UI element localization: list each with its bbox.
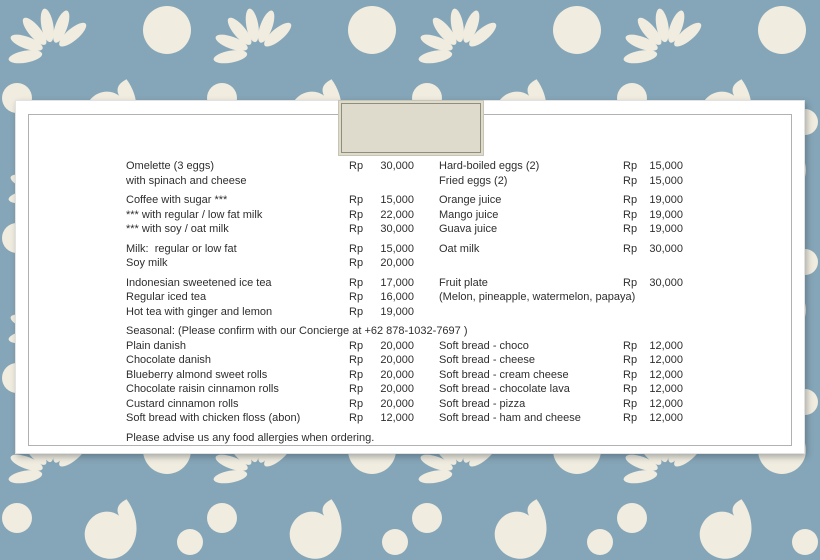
menu-item-label: Chocolate raisin cinnamon rolls	[126, 383, 279, 395]
menu-item-price: 30,000	[649, 276, 683, 289]
menu-item-row	[126, 290, 414, 305]
menu-item-price: 30,000	[380, 160, 414, 172]
menu-item-label: Omelette (3 eggs)	[126, 160, 215, 172]
menu-item-label: Orange juice	[439, 194, 502, 206]
menu-item-label: Soft bread with chicken floss (abon)	[126, 412, 301, 424]
menu-item-label: Fruit plate	[439, 276, 488, 289]
menu-item-currency: Rp	[349, 339, 364, 352]
menu-column-left	[126, 159, 414, 188]
menu-item-currency: Rp	[623, 397, 638, 410]
menu-item-label: Hot tea with ginger and lemon	[126, 305, 273, 318]
menu-item-label: Blueberry almond sweet rolls	[126, 368, 268, 381]
menu-column-right	[439, 193, 689, 237]
menu-item-currency: Rp	[349, 305, 364, 318]
menu-item-label: (Melon, pineapple, watermelon, papaya)	[439, 291, 636, 303]
menu-item-price: 12,000	[649, 412, 683, 424]
menu-item-label: Soft bread - cheese	[439, 354, 536, 366]
menu-item-price: 19,000	[380, 305, 414, 318]
menu-item-label: Soft bread - ham and cheese	[439, 412, 581, 424]
menu-item-currency: Rp	[623, 412, 638, 424]
menu-item-label: Hard-boiled eggs (2)	[439, 160, 540, 172]
menu-column-right	[439, 339, 689, 426]
menu-item-label: Soft bread - pizza	[439, 397, 526, 410]
menu-item-price: 20,000	[380, 257, 414, 269]
menu-item-currency: Rp	[623, 160, 638, 172]
menu-item-currency: Rp	[349, 383, 364, 395]
menu-item-currency: Rp	[349, 412, 364, 424]
menu-item-price: 12,000	[380, 412, 414, 424]
menu-item-row	[126, 242, 414, 257]
menu-item-price: 15,000	[649, 174, 683, 187]
menu-item-row	[126, 222, 414, 237]
menu-item-currency: Rp	[349, 354, 364, 366]
menu-item-row	[439, 276, 689, 291]
menu-item-row	[439, 339, 689, 354]
menu-item-label: *** with regular / low fat milk	[126, 208, 263, 221]
menu-item-currency: Rp	[623, 354, 638, 366]
menu-item-row	[439, 174, 689, 189]
menu-item-label: Regular iced tea	[126, 291, 207, 303]
menu-item-label: Plain danish	[126, 339, 186, 352]
menu-item-price: 15,000	[380, 242, 414, 255]
menu-item-price: 15,000	[380, 194, 414, 206]
menu-item-row	[126, 208, 414, 223]
menu-item-price	[643, 290, 683, 305]
menu-item-currency: Rp	[623, 223, 638, 235]
menu-item-price	[369, 174, 414, 189]
menu-item-price: 30,000	[649, 242, 683, 255]
menu-item-currency: Rp	[349, 257, 364, 269]
menu-item-price: 12,000	[649, 339, 683, 352]
menu-item-currency: Rp	[623, 276, 638, 289]
menu-item-label: Soft bread - chocolate lava	[439, 383, 570, 395]
menu-item-label: Soft bread - cream cheese	[439, 368, 569, 381]
menu-column-left	[126, 193, 414, 237]
menu-item-price: 12,000	[649, 397, 683, 410]
menu-column-right	[439, 276, 689, 320]
menu-band-tea-fruit	[126, 276, 726, 320]
menu-item-label: Oat milk	[439, 242, 480, 255]
allergy-note: Please advise us any food allergies when ordering.	[126, 431, 375, 444]
seasonal-note: Seasonal: (Please confirm with our Concierge at +62 878-1032-7697 )	[126, 325, 468, 337]
menu-item-label: Soft bread - choco	[439, 339, 529, 352]
menu-item-row	[439, 353, 689, 368]
menu-item-currency: Rp	[349, 276, 364, 289]
menu-item-currency: Rp	[349, 223, 364, 235]
menu-item-currency: Rp	[349, 160, 364, 172]
menu-item-row	[439, 242, 689, 257]
menu-content	[126, 159, 726, 445]
menu-item-label: Fried eggs (2)	[439, 174, 508, 187]
menu-item-price: 12,000	[649, 383, 683, 395]
menu-item-currency: Rp	[349, 194, 364, 206]
menu-item-row	[439, 368, 689, 383]
menu-item-label: Coffee with sugar ***	[126, 194, 228, 206]
menu-item-row	[439, 159, 689, 174]
menu-item-row	[439, 411, 689, 426]
logo-placeholder-box	[338, 100, 484, 156]
menu-item-label: Indonesian sweetened ice tea	[126, 276, 272, 289]
menu-item-row	[126, 305, 414, 320]
menu-item-currency: Rp	[623, 339, 638, 352]
menu-item-price: 30,000	[380, 223, 414, 235]
menu-item-price: 19,000	[649, 223, 683, 235]
menu-item-row	[439, 222, 689, 237]
menu-item-row	[126, 397, 414, 412]
menu-item-currency: Rp	[623, 383, 638, 395]
menu-item-row	[126, 193, 414, 208]
menu-item-currency: Rp	[349, 397, 364, 410]
menu-column-left	[126, 242, 414, 271]
menu-item-row	[439, 382, 689, 397]
menu-item-label: Milk: regular or low fat	[126, 242, 237, 255]
menu-item-price: 20,000	[380, 397, 414, 410]
menu-item-price: 20,000	[380, 354, 414, 366]
menu-item-currency: Rp	[623, 368, 638, 381]
menu-column-right	[439, 242, 689, 271]
menu-item-currency	[349, 174, 369, 189]
menu-item-label: Guava juice	[439, 223, 498, 235]
menu-item-label: *** with soy / oat milk	[126, 223, 229, 235]
menu-item-price: 16,000	[380, 291, 414, 303]
menu-item-currency: Rp	[623, 174, 638, 187]
logo-placeholder-inner-border	[341, 103, 481, 153]
menu-column-left	[126, 339, 414, 426]
menu-item-price: 17,000	[380, 276, 414, 289]
menu-item-row	[126, 339, 414, 354]
menu-item-currency	[623, 290, 643, 305]
menu-item-price: 22,000	[380, 208, 414, 221]
menu-item-row	[439, 290, 689, 305]
menu-item-row	[126, 256, 414, 271]
menu-item-row	[439, 208, 689, 223]
menu-item-row	[439, 397, 689, 412]
menu-item-row	[126, 368, 414, 383]
menu-column-left	[126, 276, 414, 320]
menu-item-currency: Rp	[623, 208, 638, 221]
menu-item-price: 12,000	[649, 354, 683, 366]
menu-item-price: 15,000	[649, 160, 683, 172]
menu-item-currency: Rp	[349, 242, 364, 255]
menu-item-row	[126, 174, 414, 189]
menu-item-price: 20,000	[380, 368, 414, 381]
menu-band-coffee-juice	[126, 193, 726, 237]
menu-item-row	[126, 159, 414, 174]
menu-item-row	[439, 193, 689, 208]
menu-item-label: Mango juice	[439, 208, 499, 221]
menu-item-currency: Rp	[623, 242, 638, 255]
menu-item-label: with spinach and cheese	[126, 174, 247, 187]
menu-item-row	[126, 382, 414, 397]
menu-item-price: 12,000	[649, 368, 683, 381]
menu-item-row	[126, 353, 414, 368]
menu-item-currency: Rp	[349, 291, 364, 303]
menu-item-label: Soy milk	[126, 257, 168, 269]
menu-item-currency: Rp	[349, 208, 364, 221]
menu-card	[15, 100, 805, 454]
menu-band-eggs	[126, 159, 726, 188]
menu-band-seasonal-items	[126, 339, 726, 426]
menu-item-currency: Rp	[623, 194, 638, 206]
menu-item-label: Chocolate danish	[126, 354, 212, 366]
menu-item-price: 20,000	[380, 383, 414, 395]
menu-column-right	[439, 159, 689, 188]
menu-item-price: 20,000	[380, 339, 414, 352]
menu-band-milk	[126, 242, 726, 271]
menu-item-row	[126, 276, 414, 291]
menu-item-currency: Rp	[349, 368, 364, 381]
menu-item-price: 19,000	[649, 194, 683, 206]
menu-item-row	[126, 411, 414, 426]
menu-item-price: 19,000	[649, 208, 683, 221]
menu-item-label: Custard cinnamon rolls	[126, 397, 239, 410]
